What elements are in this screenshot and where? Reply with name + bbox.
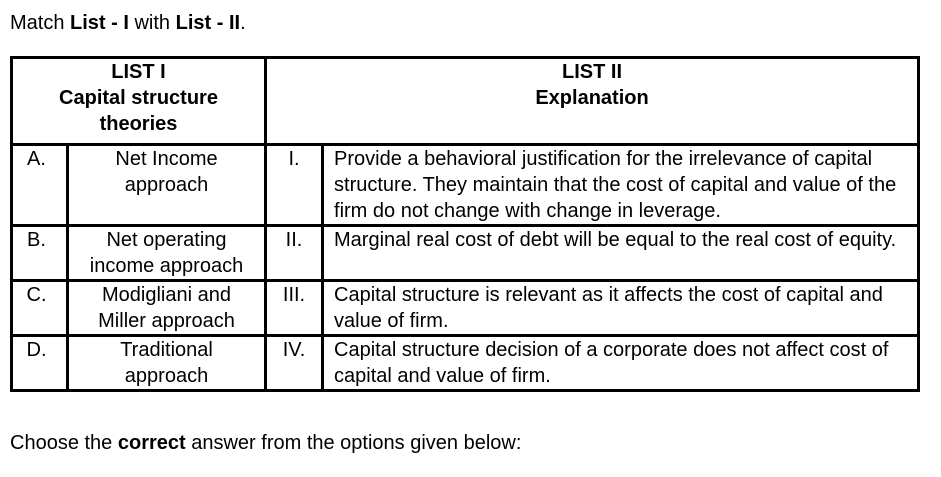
theory-cell: Modigliani and Miller approach bbox=[68, 281, 266, 336]
instruction-prefix: Choose the bbox=[10, 432, 118, 454]
list1-title: LIST I bbox=[111, 61, 166, 83]
list1-subtitle: Capital structure theories bbox=[59, 87, 218, 135]
row-letter: A. bbox=[12, 145, 68, 226]
row-numeral: II. bbox=[266, 226, 323, 281]
table-row bbox=[12, 145, 919, 226]
row-numeral: IV. bbox=[266, 336, 323, 391]
heading-middle: with bbox=[128, 12, 176, 34]
list2-subtitle: Explanation bbox=[535, 87, 649, 109]
table-row bbox=[12, 336, 919, 391]
list2-header bbox=[266, 58, 919, 145]
row-letter: C. bbox=[12, 281, 68, 336]
row-letter: B. bbox=[12, 226, 68, 281]
instruction-emphasis: correct bbox=[117, 432, 186, 454]
heading-suffix: . bbox=[240, 12, 246, 34]
explanation-cell: Provide a behavioral justification for the irrelevance of capital structure. They maintain that the cost of capital and value of the firm do not change with change in leverage. bbox=[323, 145, 919, 226]
explanation-cell: Marginal real cost of debt will be equal to the real cost of equity. bbox=[323, 226, 919, 281]
table-header-row bbox=[12, 58, 919, 145]
question-heading bbox=[10, 10, 246, 36]
match-table bbox=[10, 56, 920, 392]
explanation-cell: Capital structure decision of a corporate does not affect cost of capital and value of firm. bbox=[323, 336, 919, 391]
theory-cell: Net operating income approach bbox=[68, 226, 266, 281]
table-row bbox=[12, 226, 919, 281]
explanation-cell: Capital structure is relevant as it affects the cost of capital and value of firm. bbox=[323, 281, 919, 336]
row-numeral: III. bbox=[266, 281, 323, 336]
row-numeral: I. bbox=[266, 145, 323, 226]
theory-cell: Net Income approach bbox=[68, 145, 266, 226]
instruction-suffix: answer from the options given below: bbox=[185, 432, 522, 454]
list2-title: LIST II bbox=[562, 61, 623, 83]
theory-cell: Traditional approach bbox=[68, 336, 266, 391]
list1-header bbox=[12, 58, 266, 145]
table-row bbox=[12, 281, 919, 336]
instruction-text bbox=[10, 430, 521, 456]
heading-list2: List - II bbox=[175, 12, 241, 34]
heading-list1: List - I bbox=[70, 12, 129, 34]
row-letter: D. bbox=[12, 336, 68, 391]
heading-prefix: Match bbox=[10, 12, 71, 34]
